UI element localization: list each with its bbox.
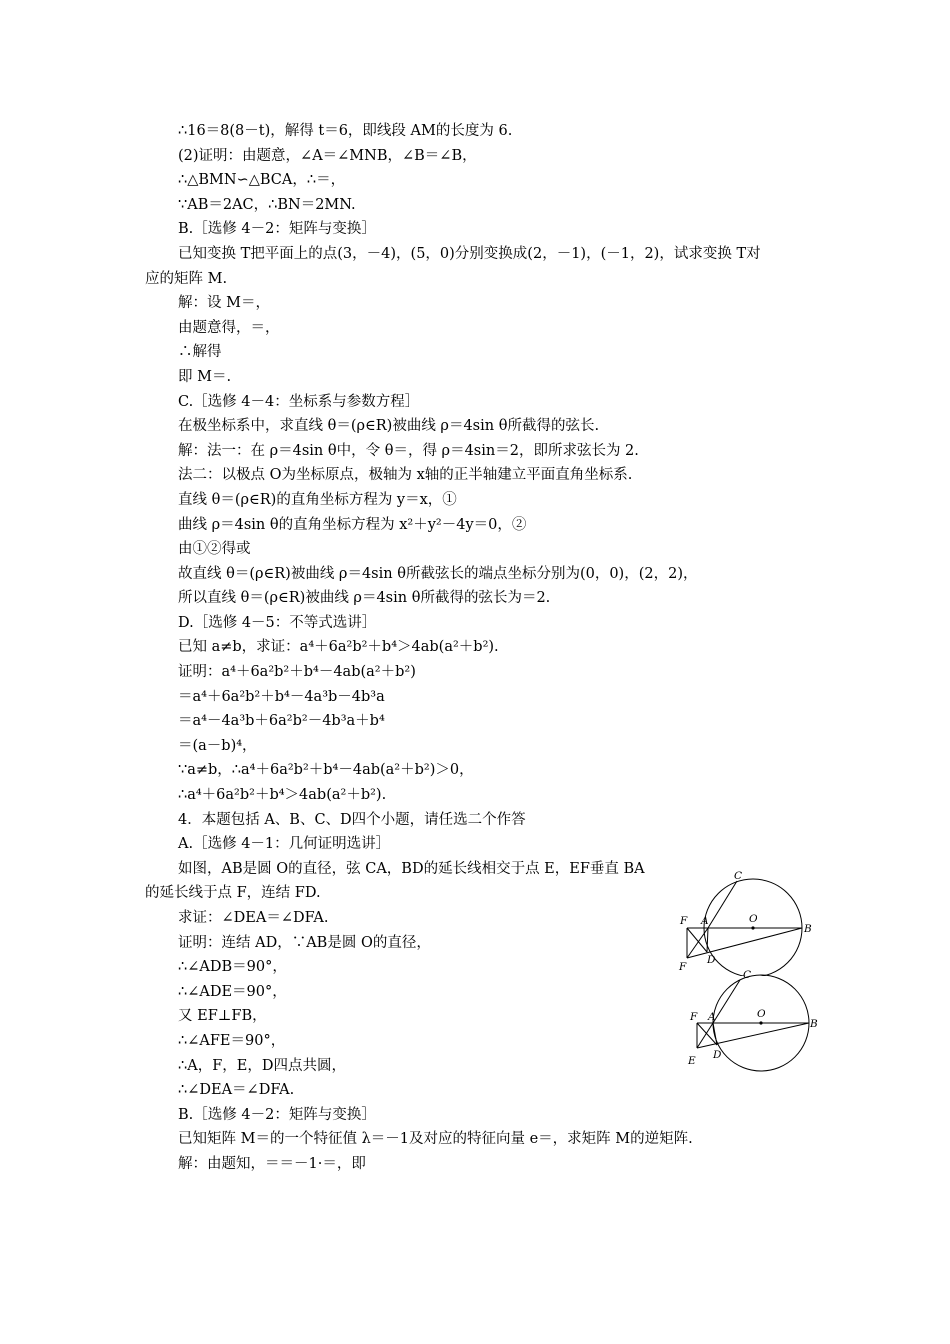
text-line: 解：法一：在 ρ＝4sin θ中，令 θ＝，得 ρ＝4sin＝2，即所求弦长为 2.	[178, 442, 639, 459]
text-line: 解：设 M＝，	[178, 295, 270, 312]
label-c: C	[734, 870, 743, 882]
text-line: ∵a≠b，∴a⁴＋6a²b²＋b⁴－4ab(a²＋b²)＞0，	[178, 762, 474, 779]
text-line: ∴a⁴＋6a²b²＋b⁴＞4ab(a²＋b²).	[178, 787, 387, 804]
text-line: 所以直线 θ＝(ρ∈R)被曲线 ρ＝4sin θ所截得的弦长为＝2.	[178, 590, 551, 607]
text-line: 即 M＝.	[178, 368, 232, 385]
text-line: 又 EF⊥FB，	[178, 1008, 267, 1025]
text-line: 已知变换 T把平面上的点(3，－4)，(5，0)分别变换成(2，－1)，(－1，2)，试求变换 T对	[178, 245, 761, 262]
text-line: B.［选修 4－2：矩阵与变换］	[178, 1106, 376, 1123]
geometry-figure-1	[673, 866, 818, 976]
text-line: B.［选修 4－2：矩阵与变换］	[178, 221, 376, 238]
text-line: (2)证明：由题意，∠A＝∠MNB，∠B＝∠B，	[178, 147, 477, 164]
label-f: F	[690, 1011, 698, 1023]
text-line: ∴∠ADB＝90°，	[178, 959, 287, 976]
label-f-bottom: F	[679, 961, 687, 973]
text-line: 证明：连结 AD，∵AB是圆 O的直径，	[178, 934, 431, 951]
label-o: O	[757, 1008, 766, 1020]
text-line: 由题意得，＝，	[178, 319, 280, 336]
text-line: 解：由题知，＝＝－1·＝，即	[178, 1155, 366, 1172]
text-line: 直线 θ＝(ρ∈R)的直角坐标方程为 y＝x，①	[178, 491, 457, 508]
label-b: B	[810, 1018, 818, 1030]
label-d: D	[713, 1049, 722, 1061]
text-line: 故直线 θ＝(ρ∈R)被曲线 ρ＝4sin θ所截弦长的端点坐标分别为(0，0)，(2，2)，	[178, 565, 698, 582]
text-line: 由①②得或	[178, 541, 251, 558]
text-line: 应的矩阵 M.	[145, 270, 228, 287]
text-line: ∴∠AFE＝90°，	[178, 1032, 286, 1049]
label-d: D	[707, 954, 716, 966]
text-line: 如图，AB是圆 O的直径，弦 CA，BD的延长线相交于点 E，EF垂直 BA	[178, 860, 645, 877]
label-c: C	[743, 969, 752, 981]
label-f-top: F	[680, 915, 688, 927]
text-line: 证明：a⁴＋6a²b²＋b⁴－4ab(a²＋b²)	[178, 664, 416, 681]
text-line: ＝a⁴＋6a²b²＋b⁴－4a³b－4b³a	[178, 688, 385, 705]
text-line: 的延长线于点 F，连结 FD.	[145, 885, 321, 902]
label-e: E	[688, 1055, 696, 1067]
text-line: 在极坐标系中，求直线 θ＝(ρ∈R)被曲线 ρ＝4sin θ所截得的弦长.	[178, 418, 600, 435]
geometry-figure-2	[673, 966, 818, 1076]
text-line: D.［选修 4－5：不等式选讲］	[178, 614, 377, 631]
text-line: ∴∠DEA＝∠DFA.	[178, 1082, 295, 1099]
label-a: A	[701, 915, 709, 927]
text-line: 4．本题包括 A、B、C、D四个小题，请任选二个作答	[178, 811, 526, 828]
text-line: ∴∠ADE＝90°，	[178, 983, 287, 1000]
text-line: ∴解得	[178, 344, 222, 361]
label-a: A	[708, 1011, 716, 1023]
text-line: ∴A，F，E，D四点共圆，	[178, 1057, 346, 1074]
text-line: ＝(a－b)⁴，	[178, 737, 257, 754]
text-line: ＝a⁴－4a³b＋6a²b²－4b³a＋b⁴	[178, 713, 385, 730]
text-line: 法二：以极点 O为坐标原点，极轴为 x轴的正半轴建立平面直角坐标系.	[178, 467, 633, 484]
text-line: 曲线 ρ＝4sin θ的直角坐标方程为 x²＋y²－4y＝0，②	[178, 516, 527, 533]
text-line: 已知矩阵 M＝的一个特征值 λ＝－1及对应的特征向量 e＝，求矩阵 M的逆矩阵.	[178, 1131, 693, 1148]
label-b: B	[804, 923, 812, 935]
text-line: C.［选修 4－4：坐标系与参数方程］	[178, 393, 420, 410]
text-line: A.［选修 4－1：几何证明选讲］	[178, 836, 391, 853]
text-line: 求证：∠DEA＝∠DFA.	[178, 910, 329, 926]
text-line: ∴△BMN∽△BCA，∴＝，	[178, 172, 346, 189]
text-line: ∵AB＝2AC，∴BN＝2MN.	[178, 196, 356, 213]
text-line: ∴16＝8(8－t)，解得 t＝6，即线段 AM的长度为 6.	[178, 123, 513, 139]
label-o: O	[749, 913, 758, 925]
text-line: 已知 a≠b，求证：a⁴＋6a²b²＋b⁴＞4ab(a²＋b²).	[178, 639, 499, 656]
